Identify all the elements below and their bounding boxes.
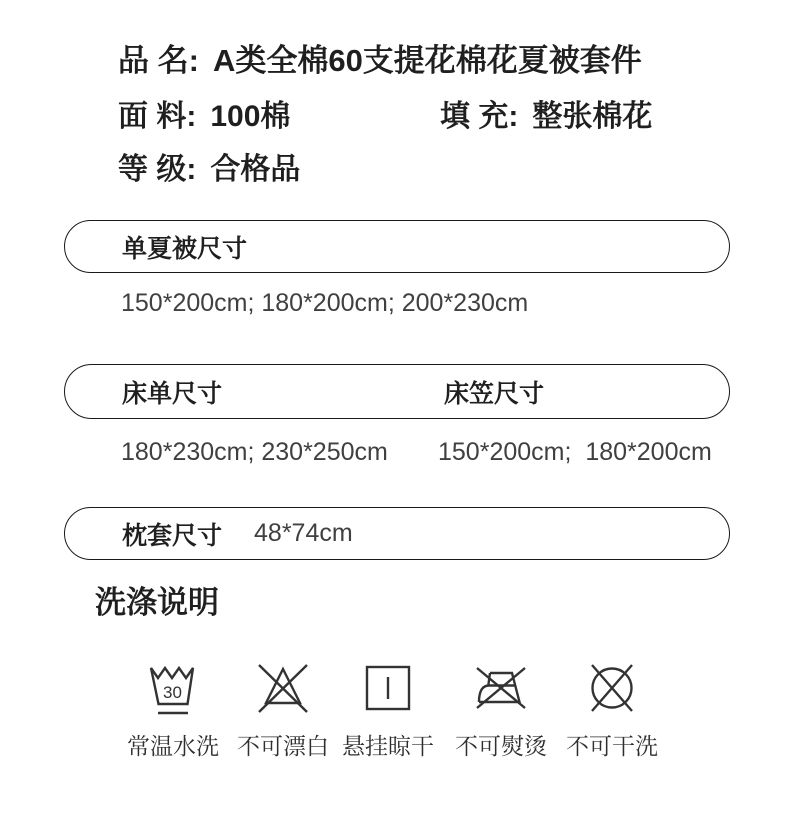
- fitted-sheet-size-title: 床笠尺寸: [444, 379, 545, 408]
- wash-item-normal-wash: [117, 660, 229, 761]
- pillowcase-size-value: 48*74cm: [254, 519, 353, 547]
- filling-value: 整张棉花: [532, 100, 653, 133]
- grade-label: 等 级:: [118, 153, 197, 186]
- wash-30-icon: [145, 660, 201, 720]
- filling-row: [440, 100, 652, 134]
- fabric-label: 面 料:: [118, 100, 197, 133]
- grade-value: 合格品: [210, 153, 301, 186]
- grade-row: [118, 153, 300, 187]
- pillowcase-size-pill: [64, 507, 730, 560]
- fabric-row: [118, 100, 290, 134]
- product-name-label: 品 名:: [118, 43, 199, 78]
- hang-dry-icon: [360, 660, 416, 720]
- quilt-size-title: 单夏被尺寸: [122, 234, 248, 263]
- sheet-size-title: 床单尺寸: [122, 379, 223, 408]
- filling-label: 填 充:: [440, 100, 519, 133]
- sheet-size-pill: [64, 364, 730, 419]
- fabric-value: 100棉: [210, 100, 291, 133]
- wash-item-label: 不可漂白: [237, 733, 329, 759]
- wash-item-no-bleach: [227, 660, 339, 761]
- product-name-value: A类全棉60支提花棉花夏被套件: [212, 43, 642, 78]
- wash-item-hang-dry: [332, 660, 444, 761]
- quilt-size-values: 150*200cm; 180*200cm; 200*230cm: [121, 289, 529, 317]
- sheet-size-values: 180*230cm; 230*250cm: [121, 438, 388, 466]
- wash-item-label: 悬挂晾干: [342, 733, 434, 759]
- washing-heading: 洗涤说明: [95, 585, 219, 620]
- product-name-row: [118, 44, 642, 78]
- wash-item-no-iron: [445, 660, 557, 761]
- wash-item-label: 常温水洗: [127, 733, 219, 759]
- wash-item-label: 不可干洗: [566, 733, 658, 759]
- wash-item-label: 不可熨烫: [455, 733, 547, 759]
- fitted-sheet-size-values: 150*200cm; 180*200cm: [438, 438, 712, 466]
- wash-item-no-dry-clean: [556, 660, 668, 761]
- svg-text:30: 30: [163, 683, 182, 702]
- pillowcase-size-title: 枕套尺寸: [122, 521, 223, 550]
- no-iron-icon: [473, 660, 529, 720]
- no-dry-clean-icon: [584, 660, 640, 720]
- no-bleach-icon: [255, 660, 311, 720]
- quilt-size-pill: [64, 220, 730, 273]
